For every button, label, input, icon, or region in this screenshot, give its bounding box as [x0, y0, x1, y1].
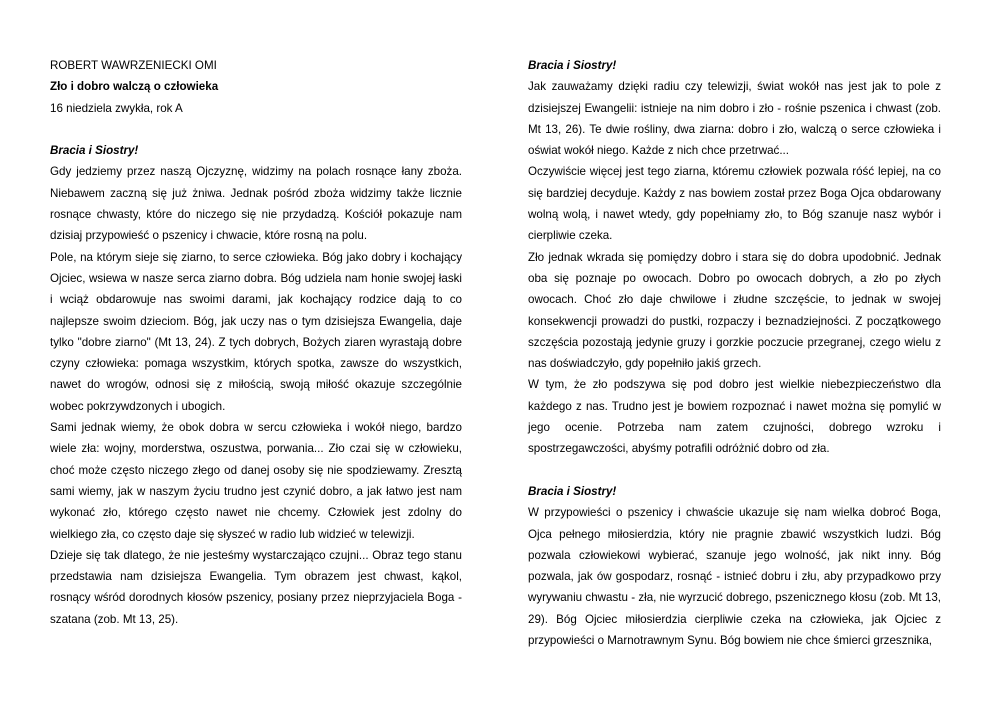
paragraph: W przypowieści o pszenicy i chwaście ukazuje się nam wielka dobroć Boga, Ojca pełnego miłosierdzia, który nie pragnie zbawić wszystkich ludzi. Bóg pozwala człowiekowi wybierać, szanuje jego wolność, jak nikt inny. Bóg pozwala, jak ów gospodarz, rosnąć - istnieć dobru i złu, aby przypadkowo przy wyrywaniu chwastu - zła, nie wyrzucić dobrego, pszenicznego kłosu (zob. Mt 13, 29). Bóg Ojciec miłosierdzia cierpliwie czeka na człowieka, jak Ojciec z przypowieści o Marnotrawnym Synu. Bóg bowiem nie chce śmierci grzesznika,: [528, 506, 941, 648]
paragraph: Oczywiście więcej jest tego ziarna, któremu człowiek pozwala róść lepiej, na co się bardziej decyduje. Każdy z nas bowiem został przez Boga Ojca obdarowany wolną wolą, i nawet wtedy, gdy popełniamy zło, to Bóg szanuje nasz wybór i cierpliwie czeka.: [528, 165, 941, 243]
paragraph: Sami jednak wiemy, że obok dobra w sercu człowieka i wokół niego, bardzo wiele zła: wojny, morderstwa, oszustwa, porwania... Zło czai się w człowieku, choć może często niczego złego od danej osoby się nie spodziewamy. Zresztą sami wiemy, jak w naszym życiu trudno jest czynić dobro, a jak łatwo jest nam wykonać zło, którego często nawet nie chcemy. Człowiek jest zdolny do wielkiego zła, co często daje się słyszeć w radio lub widzieć w telewizji.: [50, 421, 462, 541]
spacer: [50, 119, 462, 140]
paragraph: Jak zauważamy dzięki radiu czy telewizji, świat wokół nas jest jak to pole z dzisiejszej Ewangelii: istnieje na nim dobro i zło - rośnie pszenica i chwast (zob. Mt 13, 26). Te dwie rośliny, dwa ziarna: dobro i zło, walczą o serce człowieka i oświat wokół niego. Każde z nich chce przetrwać...: [528, 80, 941, 158]
paragraph: Gdy jedziemy przez naszą Ojczyznę, widzimy na polach rosnące łany zboża. Niebawem zaczną się już żniwa. Jednak pośród zboża widzimy także licznie rosnące chwasty, które do niczego się nie przydadzą. Kościół pokazuje nam dzisiaj przypowieść o pszenicy i chwacie, które rosną na polu.: [50, 165, 462, 243]
left-column: [50, 55, 462, 630]
spacer: [528, 460, 941, 481]
author-name: ROBERT WAWRZENIECKI OMI: [50, 59, 217, 72]
homily-title: Zło i dobro walczą o człowieka: [50, 80, 219, 94]
paragraph: Pole, na którym sieje się ziarno, to serce człowieka. Bóg jako dobry i kochający Ojciec, wsiewa w nasze serca ziarno dobra. Bóg udziela nam honie swojej łaski i wciąż obdarowuje nas swoimi darami, jak kochający rodzice dają to co najlepsze swoim dzieciom. Bóg, jak uczy nas o tym dzisiejsza Ewangelia, daje tylko "dobre ziarno" (Mt 13, 24). Z tych dobrych, Bożych ziaren wyrastają dobre czyny człowieka: pomaga wszystkim, których spotka, zawsze do wszystkich, nawet do wrogów, odnosi się z miłością, swoją miłość okazuje szczególnie wobec pokrzywdzonych i ubogich.: [50, 250, 462, 413]
homily-subtitle: 16 niedziela zwykła, rok A: [50, 101, 183, 115]
paragraph: Zło jednak wkrada się pomiędzy dobro i stara się do dobra upodobnić. Jednak oba się poznaje po owocach. Dobro po owocach dobrych, a zło po złych owocach. Choć zło daje chwilowe i złudne szczęście, to jednak w swojej konsekwencji prowadzi do pustki, rozpaczy i beznadziejności. Z początkowego szczęścia pozostają jedynie gruzy i gorzkie poczucie przegranej, czego wielu z nas doświadczyło, gdy popełniło jakiś grzech.: [528, 250, 941, 371]
paragraph: W tym, że zło podszywa się pod dobro jest wielkie niebezpieczeństwo dla każdego z nas. Trudno jest je bowiem rozpoznać i nawet można się pomylić w jego ocenie. Potrzeba nam zatem czujności, dobrego wzroku i spostrzegawczości, abyśmy potrafili odróżnić dobro od zła.: [528, 378, 941, 456]
section-heading: Bracia i Siostry!: [528, 484, 617, 498]
right-column: [528, 55, 941, 651]
paragraph: Dzieje się tak dlatego, że nie jesteśmy wystarczająco czujni... Obraz tego stanu przedstawia nam dzisiejsza Ewangelia. Tym obrazem jest chwast, kąkol, rosnący wśród dorodnych kłosów pszenicy, posiany przez nieprzyjaciela Boga - szatana (zob. Mt 13, 25).: [50, 548, 462, 626]
section-heading: Bracia i Siostry!: [50, 144, 139, 158]
section-heading: Bracia i Siostry!: [528, 59, 617, 72]
